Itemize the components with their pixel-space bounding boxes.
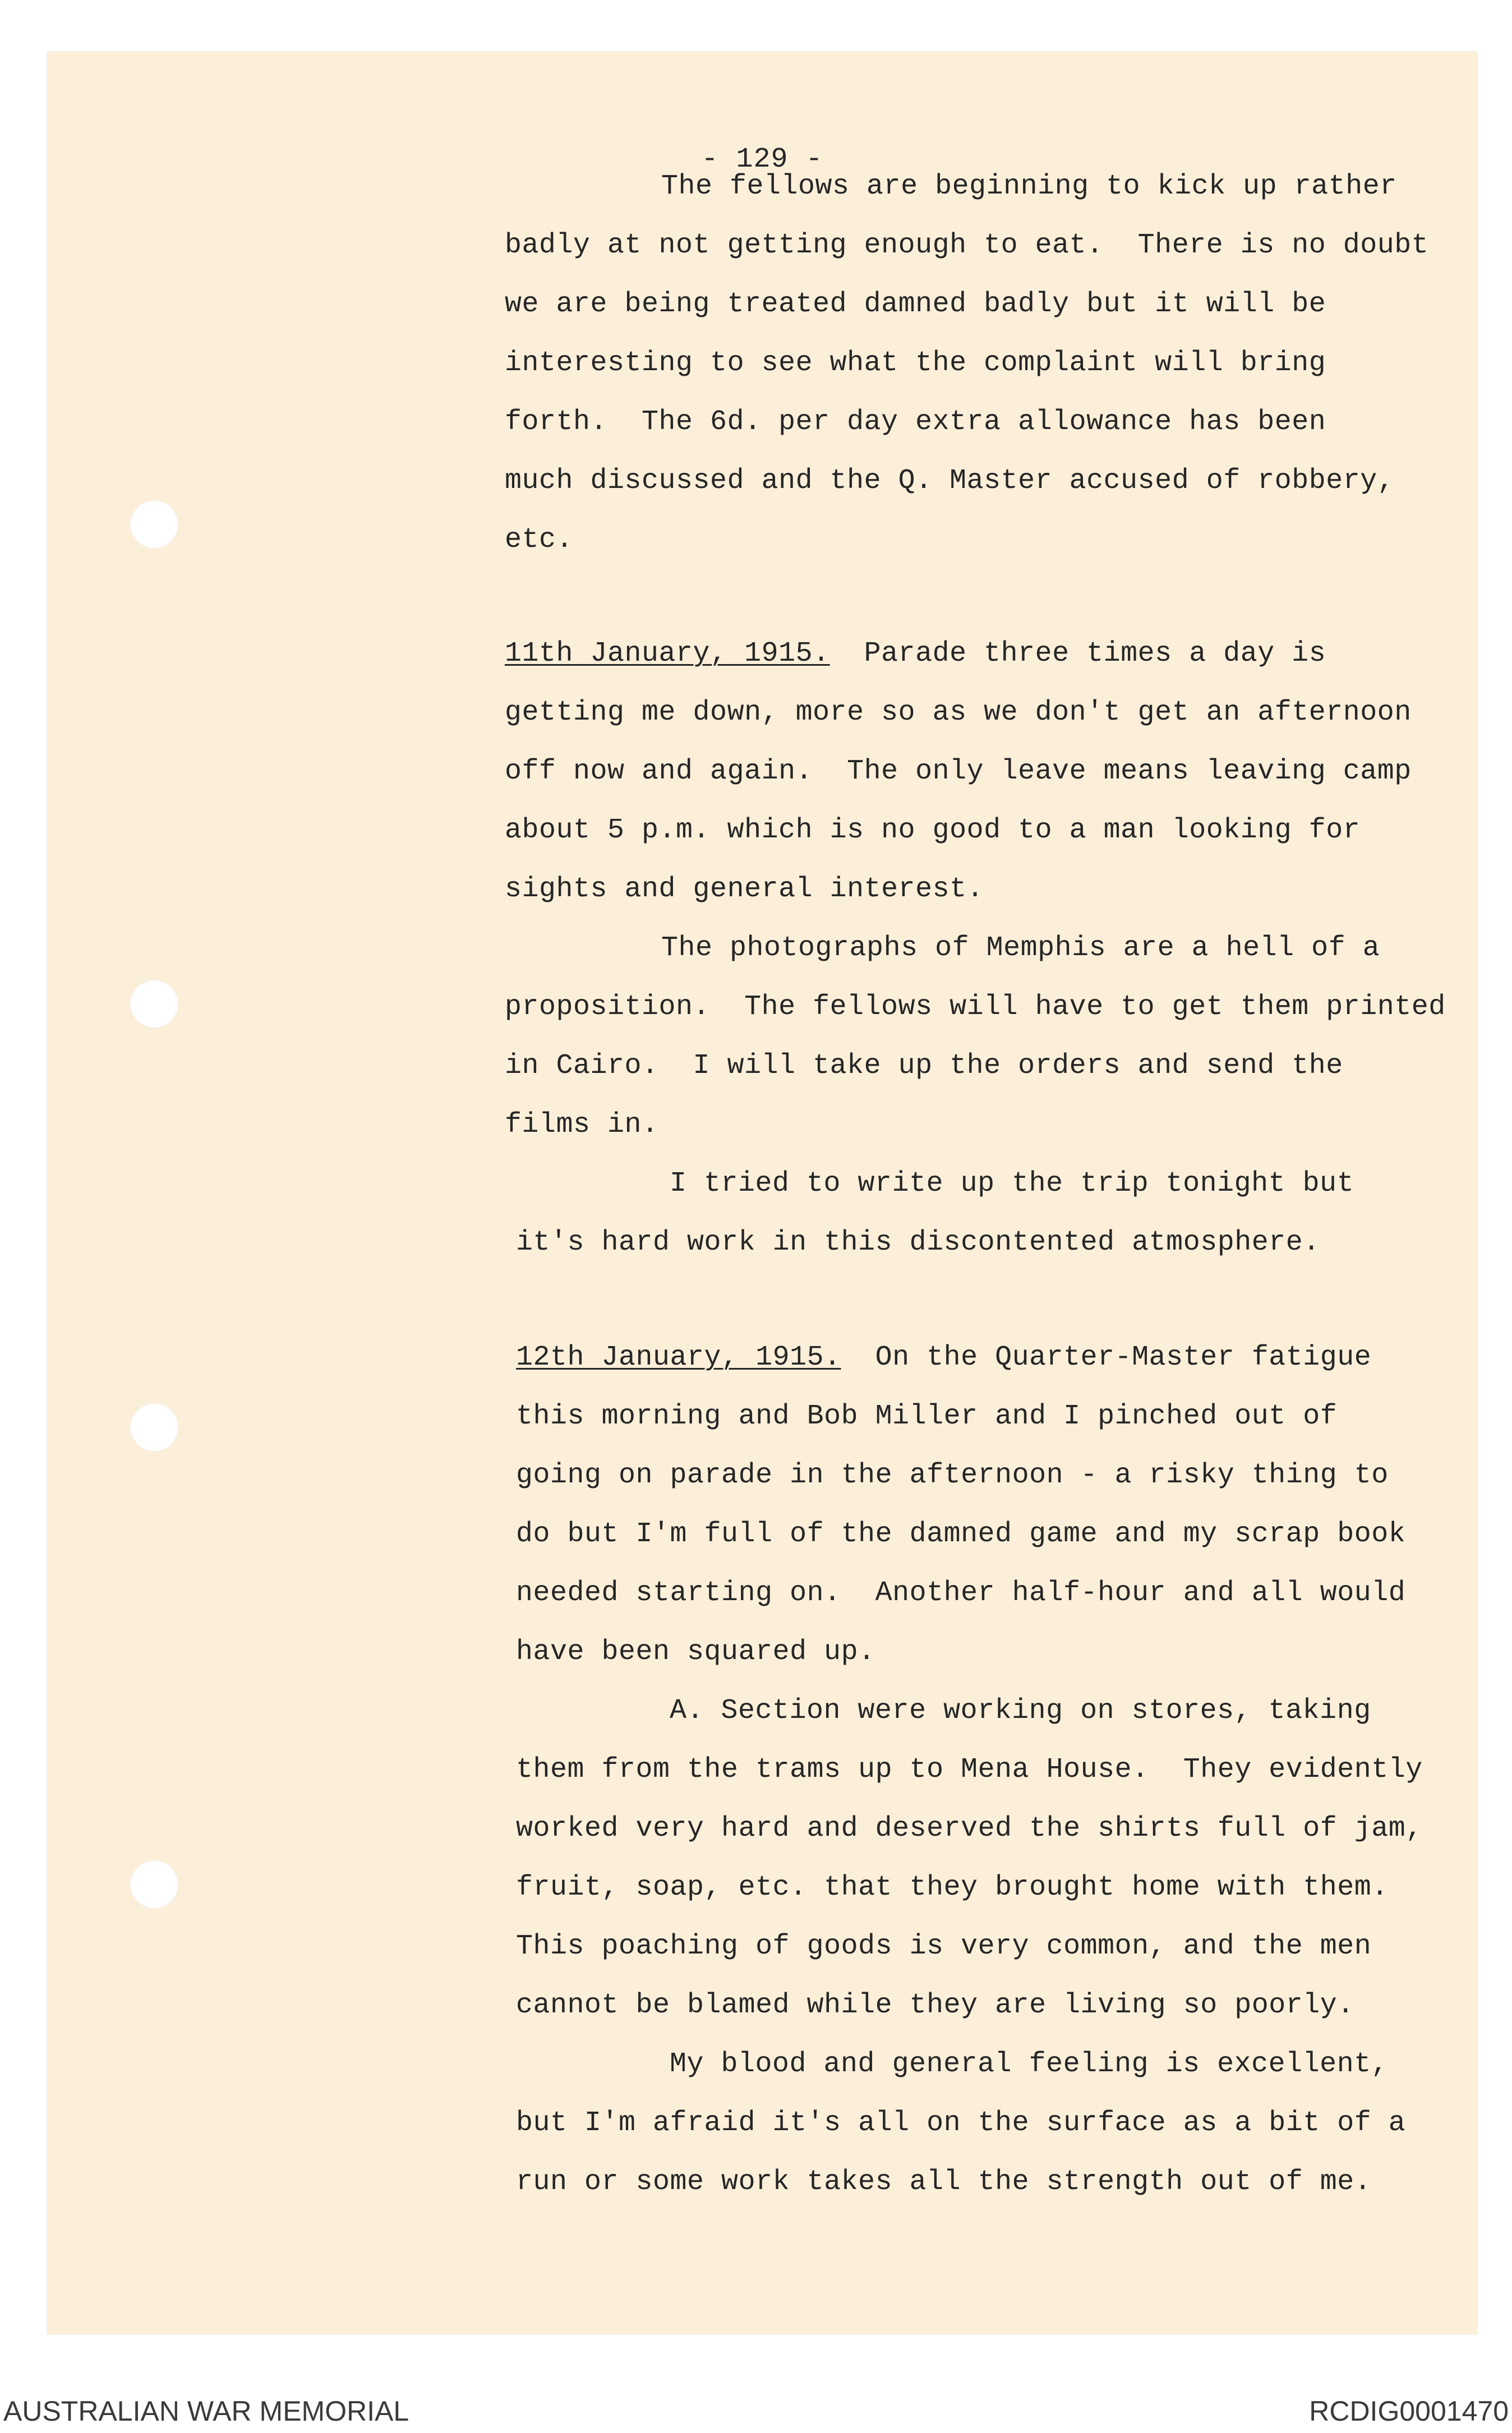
text-line: Parade three times a day is	[829, 638, 1326, 670]
text-line: in Cairo. I will take up the orders and send the	[505, 1050, 1343, 1082]
text-line: going on parade in the afternoon - a risky thing to	[516, 1459, 1389, 1491]
text-line: interesting to see what the complaint will bring	[505, 347, 1326, 379]
text-line: A. Section were working on stores, taking	[670, 1695, 1371, 1727]
diary-page	[47, 52, 1477, 2334]
punch-hole	[130, 980, 178, 1028]
entry-date: 12th January, 1915.	[516, 1342, 841, 1374]
text-line: I tried to write up the trip tonight but	[670, 1168, 1354, 1200]
diary-entry-line	[516, 1342, 1371, 1374]
text-line: have been squared up.	[516, 1636, 875, 1668]
text-line: off now and again. The only leave means leaving camp	[505, 755, 1412, 787]
text-line: run or some work takes all the strength out of me.	[516, 2166, 1372, 2198]
text-line: we are being treated damned badly but it will be	[505, 288, 1326, 320]
text-line: forth. The 6d. per day extra allowance has been	[505, 406, 1326, 438]
text-line: cannot be blamed while they are living so poorly.	[516, 1989, 1354, 2021]
footer-institution: AUSTRALIAN WAR MEMORIAL	[3, 2395, 409, 2427]
text-line: getting me down, more so as we don't get an afternoon	[505, 697, 1412, 729]
punch-hole	[130, 500, 178, 549]
text-line: This poaching of goods is very common, and the men	[516, 1930, 1372, 1962]
text-line: On the Quarter-Master fatigue	[841, 1342, 1372, 1374]
text-line: needed starting on. Another half-hour and all would	[516, 1577, 1406, 1609]
punch-hole	[130, 1403, 178, 1451]
text-line: fruit, soap, etc. that they brought home with them.	[516, 1872, 1389, 1904]
text-line: worked very hard and deserved the shirts full of jam,	[516, 1813, 1423, 1845]
footer-record-id: RCDIG0001470	[1309, 2395, 1509, 2427]
text-line: My blood and general feeling is excellent,	[670, 2048, 1389, 2080]
text-line: The fellows are beginning to kick up rather	[661, 171, 1397, 202]
text-line: them from the trams up to Mena House. They evidently	[516, 1754, 1423, 1786]
diary-entry-line	[505, 638, 1326, 670]
text-line: but I'm afraid it's all on the surface as a bit of a	[516, 2107, 1406, 2139]
text-line: films in.	[505, 1109, 659, 1141]
text-line: about 5 p.m. which is no good to a man looking for	[505, 814, 1361, 846]
text-line: badly at not getting enough to eat. There is no doubt	[505, 229, 1429, 261]
text-line: sights and general interest.	[505, 873, 984, 905]
punch-hole	[130, 1860, 178, 1909]
text-line: much discussed and the Q. Master accused of robbery,	[505, 465, 1395, 497]
text-line: do but I'm full of the damned game and my scrap book	[516, 1518, 1406, 1550]
text-line: The photographs of Memphis are a hell of a	[661, 932, 1380, 964]
text-line: it's hard work in this discontented atmosphere.	[516, 1227, 1320, 1259]
page-number: - 129 -	[701, 144, 823, 176]
text-line: this morning and Bob Miller and I pinched out of	[516, 1400, 1338, 1432]
entry-date: 11th January, 1915.	[505, 638, 830, 670]
text-line: proposition. The fellows will have to get them printed	[505, 991, 1446, 1023]
text-line: etc.	[505, 524, 574, 556]
